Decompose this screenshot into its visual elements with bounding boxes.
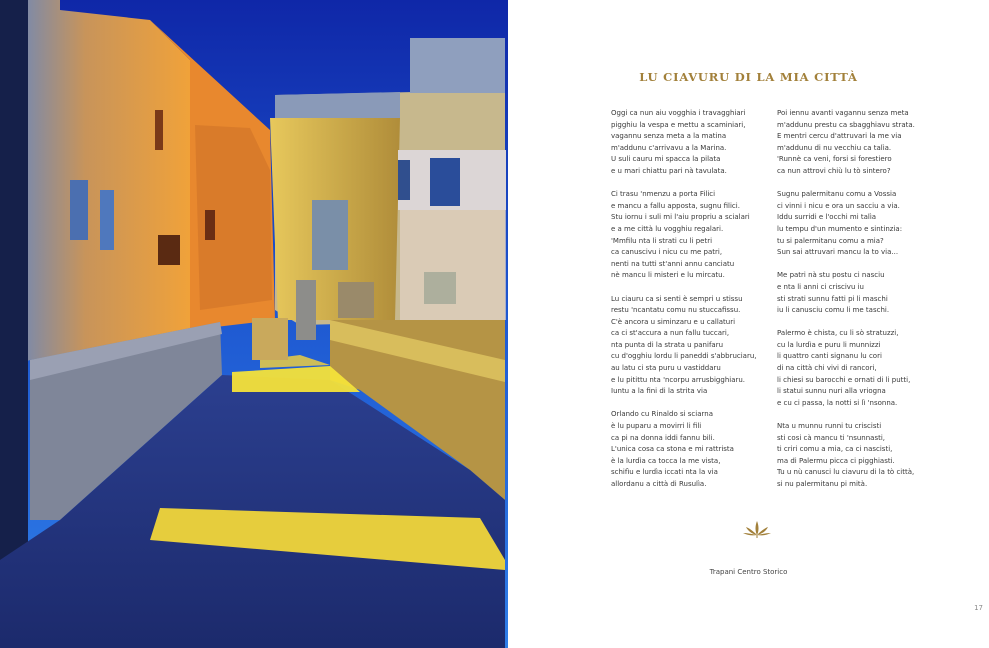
- poem-line: m'addunu di nu vecchiu ca talìa.: [777, 143, 892, 152]
- poem-line: è lu puparu a movirri li fili: [611, 422, 702, 431]
- poem-line: è la lurdìa ca tocca la me vista,: [611, 456, 721, 465]
- lotus-ornament-icon: [741, 519, 773, 539]
- poem-line: di na città chi vivi di rancori,: [777, 364, 877, 373]
- poem-line: ci vinni i nicu e ora un sacciu a via.: [777, 201, 900, 210]
- poem-line: e cu ci passa, la notti si lì 'nsonna.: [777, 398, 898, 407]
- poem-line: Ci trasu 'nmenzu a porta Filici: [611, 190, 716, 199]
- poem-line: e nta li anni ci criscivu iu: [777, 282, 864, 291]
- poem-line: li chiesi su barocchi e ornati di li putti,: [777, 375, 911, 384]
- poem-line: Nta u munnu runni tu criscisti: [777, 422, 882, 431]
- poem-line: nta punta di la strata u panifaru: [611, 340, 724, 349]
- poem-line: tu si palermitanu comu a mia?: [777, 236, 884, 245]
- poem-line: m'addunu prestu ca sbagghiavu strata.: [777, 120, 915, 129]
- poem-line: ca canuscivu i nicu cu me patri,: [611, 248, 723, 257]
- poem-line: m'addunu c'arrivavu a la Marina.: [611, 143, 727, 152]
- poem-page: [508, 0, 989, 648]
- poem-line: Iddu surridi e l'occhi mi talìa: [777, 213, 877, 222]
- poem-line: Lu ciauru ca si senti è sempri u stissu: [611, 294, 743, 303]
- poem-line: restu 'ncantatu comu nu stuccafissu.: [611, 306, 741, 315]
- poem-line: si nu palermitanu pi mità.: [777, 480, 868, 488]
- poem-line: nenti na tutti st'anni annu canciatu: [611, 259, 735, 268]
- poem-line: e mancu a fallu apposta, sugnu filici.: [611, 201, 740, 210]
- poem-line: Palermo è chista, cu li sò stratuzzi,: [777, 329, 899, 338]
- poem-line: ca nun attrovi chiù lu tò sintero?: [777, 166, 891, 175]
- poem-line: Me patri nà stu postu ci nasciu: [777, 271, 885, 280]
- poem-line: Stu iornu i suli mi l'aiu propriu a scialari: [611, 213, 750, 222]
- poem-line: Poi iennu avanti vagannu senza meta: [777, 109, 909, 117]
- stanza: [611, 189, 761, 282]
- poem-line: allordanu a città di Rusulìa.: [611, 480, 707, 488]
- poem-line: E mentri cercu d'attruvari la me via: [777, 132, 902, 141]
- stanza: [777, 108, 927, 178]
- poem-line: sti strati sunnu fatti pi li maschi: [777, 294, 888, 303]
- poem-title: LU CIAVURU DI LA MIA CITTÀ: [639, 70, 858, 84]
- poem-line: sti cosi cà mancu ti 'nsunnasti,: [777, 433, 886, 442]
- poem-line: iu li canusciu comu li me taschi.: [777, 306, 890, 315]
- poem-line: ca pi na donna iddi fannu bili.: [611, 433, 715, 442]
- poem-line: Iuntu a la fini di la strita via: [611, 387, 708, 396]
- stanza: [777, 328, 927, 409]
- poem-line: lu tempu d'un mumento e sintinzia:: [777, 224, 903, 233]
- poem-line: e u mari chiattu pari nà tavulata.: [611, 166, 727, 175]
- poem-line: li quattro canti signanu lu cori: [777, 352, 882, 361]
- poem-line: schifìu e lurdìa iccati nta la via: [611, 468, 718, 477]
- poem-column-right: [777, 108, 927, 502]
- stanza: [611, 108, 761, 178]
- poem-line: pigghiu la vespa e mettu a scaminiari,: [611, 120, 746, 129]
- stanza: [777, 189, 927, 259]
- poem-line: Oggi ca nun aiu vogghia i travagghiari: [611, 109, 746, 117]
- poem-line: cu la lurdìa e puru li munnizzi: [777, 340, 881, 349]
- poem-line: 'Runnè ca veni, forsi si forestiero: [777, 155, 892, 164]
- poem-line: li statui sunnu nuri alla vriogna: [777, 387, 886, 396]
- poem-line: Tu u nù canusci lu ciavuru di la tò città,: [777, 468, 915, 477]
- poem-line: e a me città lu vogghiu regalari.: [611, 224, 724, 233]
- poem-line: vagannu senza meta a la matina: [611, 132, 727, 141]
- stanza: [611, 294, 761, 398]
- poem-line: Sugnu palermitanu comu a Vossia: [777, 190, 897, 199]
- poem-line: ma di Palermu picca ci pigghiasti.: [777, 456, 895, 465]
- poem-line: U suli cauru mi spacca la pilata: [611, 155, 721, 164]
- page-number: 17: [974, 604, 983, 612]
- poem-line: 'Mmfilu nta li strati cu li petri: [611, 236, 713, 245]
- poem-line: nè mancu li misteri e lu mircatu.: [611, 271, 725, 280]
- stanza: [611, 409, 761, 490]
- poem-line: C'è ancora u siminzaru e u callaturi: [611, 317, 736, 326]
- photo-caption: Trapani Centro Storico: [709, 568, 788, 576]
- poem-line: au latu ci sta puru u vastiddaru: [611, 364, 721, 373]
- poem-line: ti criri comu a mia, ca ci nascisti,: [777, 445, 893, 454]
- poem-line: cu d'ogghiu lordu li paneddi s'abbruciaru,: [611, 352, 757, 361]
- stanza: [777, 270, 927, 316]
- poem-line: ca ci st'accura a nun fallu tuccari,: [611, 329, 730, 338]
- poem-line: e lu pitittu nta 'ncorpu arrusbigghiaru.: [611, 375, 746, 384]
- poem-line: L'unica cosa ca stona e mi rattrista: [611, 445, 734, 454]
- poem-line: Sun sai attruvari mancu la to via...: [777, 248, 899, 257]
- stanza: [777, 421, 927, 491]
- poem-column-left: [611, 108, 761, 502]
- poem-line: Orlando cu Rinaldo si sciarna: [611, 410, 713, 419]
